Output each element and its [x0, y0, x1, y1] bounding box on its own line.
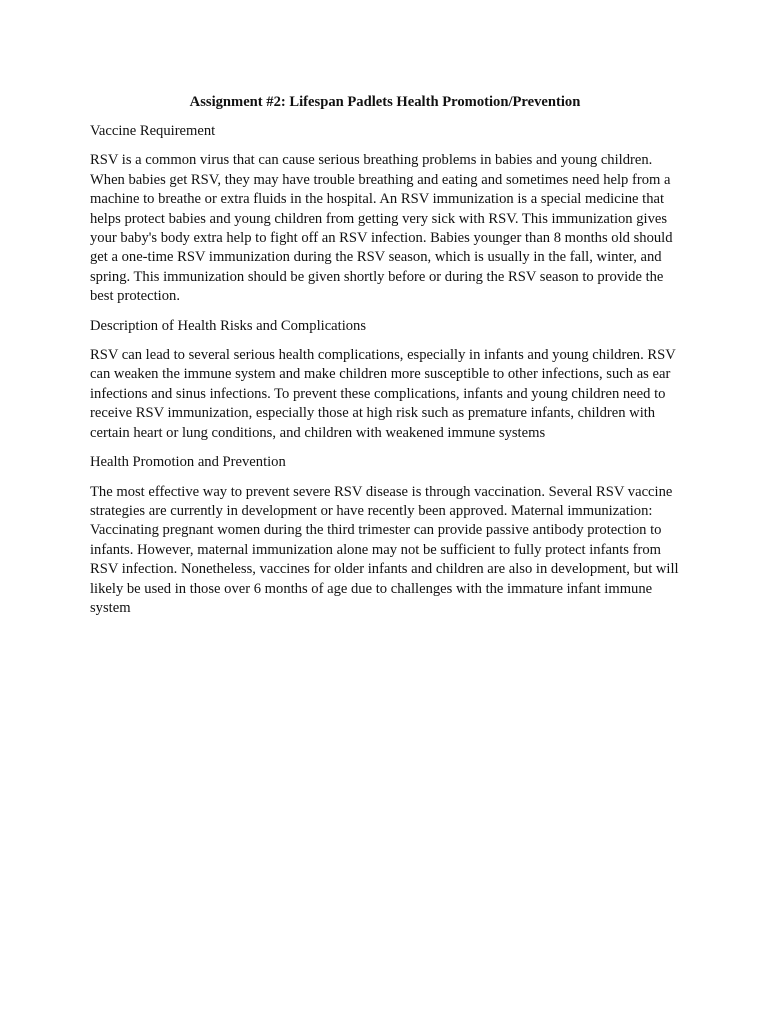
section-heading: Vaccine Requirement [90, 123, 216, 139]
section-paragraph: The most effective way to prevent severe RSV disease is through vaccination. Several RSV vaccine strategies are currently in development or have recently been approved. Maternal immunization: Vaccinating pregnant women during the third trimester can provide passive antibody protection to infants. However, maternal immunization alone may not be sufficient to fully protect infants from RSV infection. Nonetheless, vaccines for older infants and children are also in development, but will likely be used in those over 6 months of age due to challenges with the immature infant immune system [90, 483, 679, 616]
section-vaccine-requirement [90, 122, 680, 307]
document-title: Assignment #2: Lifespan Padlets Health Promotion/Prevention [189, 94, 581, 110]
section-health-promotion [90, 453, 680, 618]
section-heading: Health Promotion and Prevention [90, 454, 286, 471]
section-health-risks [90, 317, 680, 443]
section-paragraph: RSV can lead to several serious health complications, especially in infants and young children. RSV can weaken the immune system and make children more susceptible to other infections, such as ear infections and sinus infections. To prevent these complications, infants and young children need to receive RSV immunization, especially those at high risk such as premature infants, children with certain heart or lung conditions, and children with weakened immune systems [90, 347, 676, 441]
section-paragraph: RSV is a common virus that can cause serious breathing problems in babies and young children. When babies get RSV, they may have trouble breathing and eating and sometimes need help from a machine to breathe or extra fluids in the hospital. An RSV immunization is a special medicine that helps protect babies and young children from getting very sick with RSV. This immunization gives your baby's body extra help to fight off an RSV infection. Babies younger than 8 months old should get a one-time RSV immunization during the RSV season, which is usually in the fall, winter, and spring. This immunization should be given shortly before or during the RSV season to provide the best protection. [90, 152, 673, 305]
document-body [90, 93, 680, 628]
section-heading: Description of Health Risks and Complications [90, 317, 367, 334]
